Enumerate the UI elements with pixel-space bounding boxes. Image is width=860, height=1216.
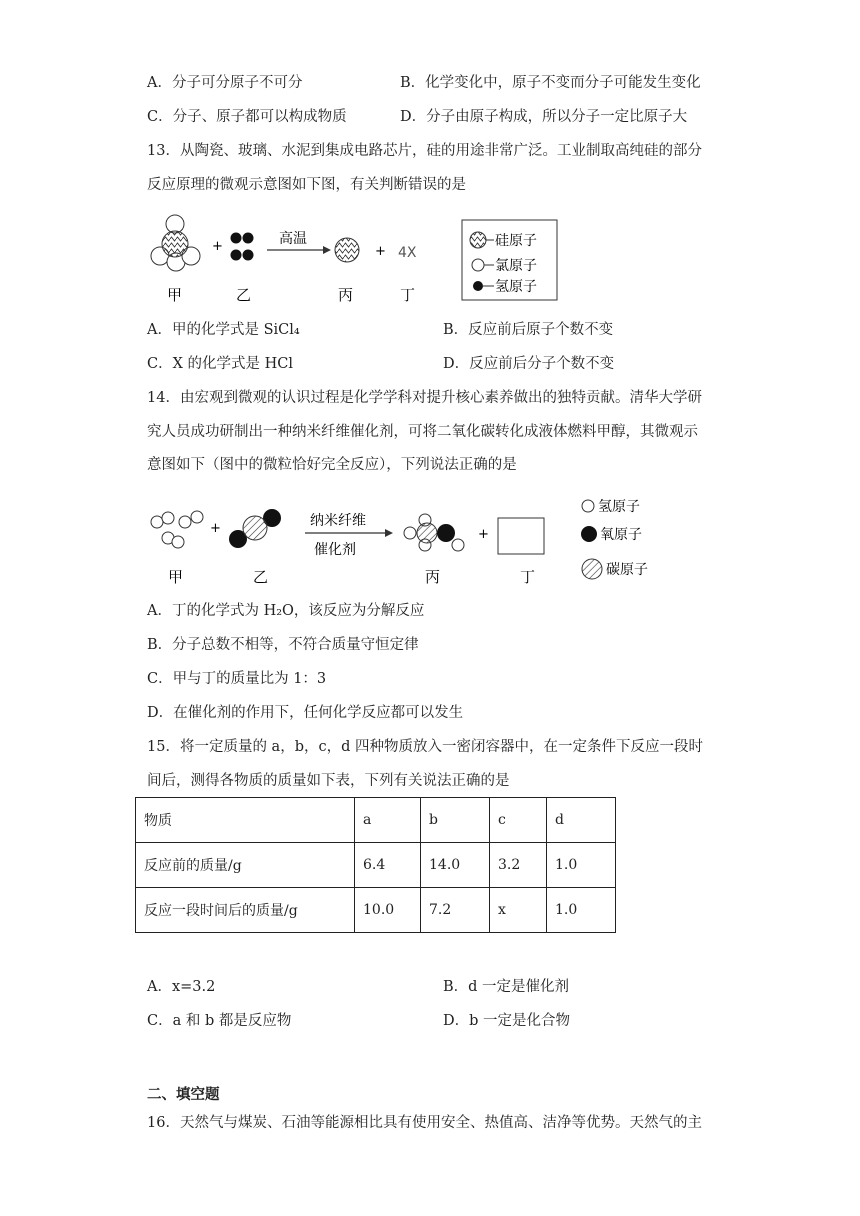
- q15-option-a: A．x=3.2: [147, 979, 216, 995]
- q13-label-ding: 丁: [400, 286, 416, 304]
- q14-molecule-yi: [229, 509, 281, 548]
- q14-stem-line-3: 意图如下（图中的微粒恰好完全反应），下列说法正确的是: [147, 457, 517, 473]
- q13-stem-line-2: 反应原理的微观示意图如下图，有关判断错误的是: [147, 177, 466, 193]
- q14-stem-line-2: 究人员成功研制出一种纳米纤维催化剂，可将二氧化碳转化成液体燃料甲醇，其微观示: [147, 424, 698, 440]
- svg-text:+: +: [375, 244, 386, 259]
- q14-label-jia: 甲: [168, 568, 184, 586]
- svg-text:+: +: [478, 527, 489, 542]
- q13-legend: [462, 220, 557, 300]
- q14-legend-h: 氢原子: [598, 499, 640, 515]
- q14-condition-1: 纳米纤维: [310, 513, 366, 529]
- q13-legend-h: 氢原子: [495, 279, 537, 295]
- section-heading-fill-in: 二、填空题: [147, 1086, 220, 1103]
- q14-molecule-jia: [151, 511, 203, 548]
- q14-option-d: D．在催化剂的作用下，任何化学反应都可以发生: [147, 705, 464, 721]
- q14-option-c: C．甲与丁的质量比为 1：3: [147, 671, 327, 687]
- svg-text:+: +: [212, 239, 223, 254]
- q12-option-d: D．分子由原子构成，所以分子一定比原子大: [400, 109, 688, 125]
- q14-label-ding: 丁: [520, 568, 536, 586]
- q13-label-bing: 丙: [338, 286, 354, 304]
- q13-legend-si: 硅原子: [495, 233, 537, 249]
- table-cell: 反应一段时间后的质量/g: [136, 888, 355, 933]
- q13-molecule-yi: [231, 233, 254, 261]
- q14-condition-2: 催化剂: [314, 542, 356, 558]
- q13-legend-cl: 氯原子: [495, 258, 537, 274]
- q14-legend: [581, 499, 648, 579]
- q14-option-b: B．分子总数不相等，不符合质量守恒定律: [147, 637, 419, 653]
- svg-text:+: +: [210, 521, 221, 536]
- q16-stem-line-1: 16．天然气与煤炭、石油等能源相比具有使用安全、热值高、洁净等优势。天然气的主: [147, 1115, 702, 1131]
- q14-option-a: A．丁的化学式为 H₂O，该反应为分解反应: [147, 603, 425, 619]
- q15-option-d: D．b 一定是化合物: [443, 1013, 571, 1029]
- q13-option-b: B．反应前后原子个数不变: [443, 322, 614, 338]
- q13-condition: 高温: [279, 231, 307, 247]
- table-cell: d: [547, 798, 616, 843]
- table-header-row: [136, 798, 616, 843]
- table-cell: 1.0: [547, 888, 616, 933]
- q13-molecule-jia: [151, 215, 200, 271]
- q13-molecule-bing: [335, 238, 359, 262]
- q14-molecule-ding-box: [498, 518, 544, 554]
- q13-product-4x: 4X: [398, 245, 417, 261]
- q13-option-d: D．反应前后分子个数不变: [443, 356, 615, 372]
- q15-stem-line-2: 间后，测得各物质的质量如下表，下列有关说法正确的是: [147, 773, 510, 789]
- q13-label-yi: 乙: [236, 286, 252, 304]
- q13-label-jia: 甲: [167, 286, 183, 304]
- q14-molecule-bing: [404, 514, 464, 551]
- q12-option-b: B．化学变化中，原子不变而分子可能发生变化: [400, 75, 701, 91]
- q15-option-b: B．d 一定是催化剂: [443, 979, 570, 995]
- table-cell: b: [421, 798, 490, 843]
- q14-label-yi: 乙: [253, 568, 269, 586]
- q14-legend-o: 氧原子: [600, 527, 642, 543]
- table-cell: a: [355, 798, 421, 843]
- table-cell: 14.0: [421, 843, 490, 888]
- table-cell: 3.2: [490, 843, 547, 888]
- q12-option-c: C．分子、原子都可以构成物质: [147, 109, 347, 125]
- q13-option-c: C．X 的化学式是 HCl: [147, 356, 294, 372]
- table-cell: x: [490, 888, 547, 933]
- table-row: [136, 843, 616, 888]
- q12-option-a: A．分子可分原子不可分: [147, 75, 303, 91]
- q14-label-bing: 丙: [425, 568, 441, 586]
- q13-stem-line-1: 13．从陶瓷、玻璃、水泥到集成电路芯片，硅的用途非常广泛。工业制取高纯硅的部分: [147, 143, 702, 159]
- table-cell: 反应前的质量/g: [136, 843, 355, 888]
- table-cell: 6.4: [355, 843, 421, 888]
- q14-legend-c: 碳原子: [606, 562, 648, 578]
- q15-mass-table: [135, 797, 616, 933]
- q14-reaction-diagram: [140, 490, 670, 590]
- table-row: [136, 888, 616, 933]
- table-cell: 1.0: [547, 843, 616, 888]
- q13-reaction-diagram: [140, 212, 570, 307]
- q15-option-c: C．a 和 b 都是反应物: [147, 1013, 292, 1029]
- q14-stem-line-1: 14．由宏观到微观的认识过程是化学学科对提升核心素养做出的独特贡献。清华大学研: [147, 390, 702, 406]
- q13-option-a: A．甲的化学式是 SiCl₄: [147, 322, 300, 338]
- q15-stem-line-1: 15．将一定质量的 a，b，c，d 四种物质放入一密闭容器中，在一定条件下反应一段时: [147, 739, 703, 755]
- table-cell: 7.2: [421, 888, 490, 933]
- table-cell: 10.0: [355, 888, 421, 933]
- table-cell: c: [490, 798, 547, 843]
- table-cell: 物质: [136, 798, 355, 843]
